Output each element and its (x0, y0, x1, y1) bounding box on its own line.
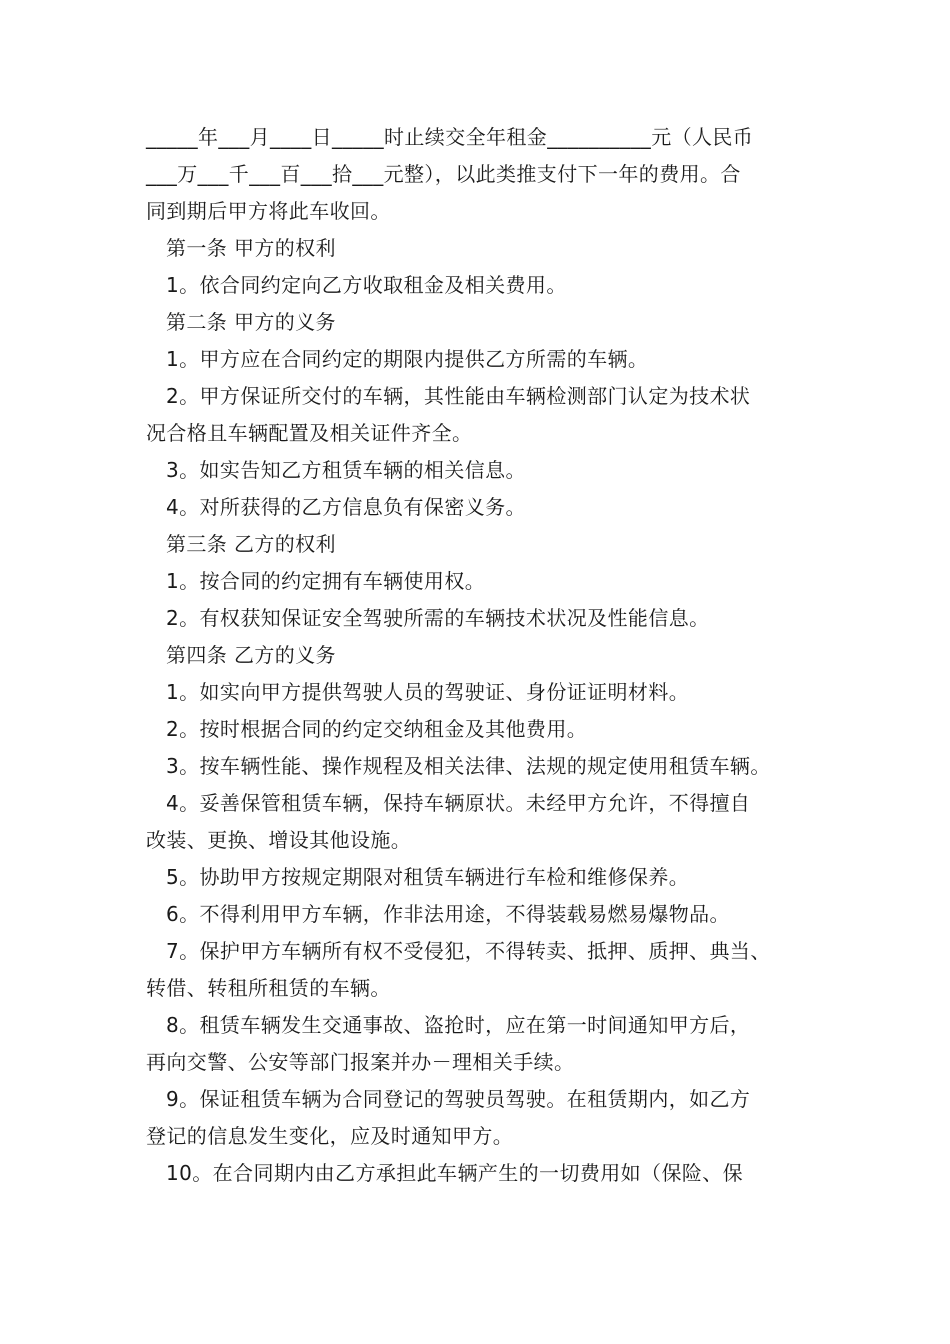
clause-item: 1。如实向甲方提供驾驶人员的驾驶证、身份证证明材料。 (166, 680, 690, 704)
section-heading: 第三条 乙方的权利 (166, 532, 336, 556)
clause-item: 3。如实告知乙方租赁车辆的相关信息。 (166, 458, 526, 482)
clause-item: 2。甲方保证所交付的车辆，其性能由车辆检测部门认定为技术状 (166, 384, 751, 408)
clause-item: 2。有权获知保证安全驾驶所需的车辆技术状况及性能信息。 (166, 606, 710, 630)
clause-item: 7。保护甲方车辆所有权不受侵犯，不得转卖、抵押、质押、典当、 (166, 939, 771, 963)
clause-item: 2。按时根据合同的约定交纳租金及其他费用。 (166, 717, 588, 741)
clause-item: 1。依合同约定向乙方收取租金及相关费用。 (166, 273, 567, 297)
clause-continuation: 改装、更换、增设其他设施。 (146, 828, 412, 852)
section-heading: 第四条 乙方的义务 (166, 643, 336, 667)
clause-item: 1。按合同的约定拥有车辆使用权。 (166, 569, 486, 593)
clause-item: 4。妥善保管租赁车辆，保持车辆原状。未经甲方允许，不得擅自 (166, 791, 751, 815)
clause-item: 9。保证租赁车辆为合同登记的驾驶员驾驶。在租赁期内，如乙方 (166, 1087, 751, 1111)
clause-item: 6。不得利用甲方车辆，作非法用途，不得装载易燃易爆物品。 (166, 902, 730, 926)
clause-item: 10。在合同期内由乙方承担此车辆产生的一切费用如（保险、保 (166, 1161, 744, 1185)
section-heading: 第二条 甲方的义务 (166, 310, 336, 334)
clause-item: 4。对所获得的乙方信息负有保密义务。 (166, 495, 526, 519)
clause-item: 3。按车辆性能、操作规程及相关法律、法规的规定使用租赁车辆。 (166, 754, 771, 778)
clause-item: 5。协助甲方按规定期限对租赁车辆进行车检和维修保养。 (166, 865, 690, 889)
clause-continuation: 登记的信息发生变化，应及时通知甲方。 (146, 1124, 514, 1148)
clause-continuation: 再向交警、公安等部门报案并办－理相关手续。 (146, 1050, 575, 1074)
clause-item: 1。甲方应在合同约定的期限内提供乙方所需的车辆。 (166, 347, 649, 371)
clause-continuation: 转借、转租所租赁的车辆。 (146, 976, 391, 1000)
clause-continuation: 况合格且车辆配置及相关证件齐全。 (146, 421, 473, 445)
text-line: 同到期后甲方将此车收回。 (146, 199, 391, 223)
text-line: _____年___月____日_____时止续交全年租金__________元（人民币 (146, 125, 754, 149)
text-line: ___万___千___百___拾___元整），以此类推支付下一年的费用。合 (146, 162, 741, 186)
section-heading: 第一条 甲方的权利 (166, 236, 336, 260)
clause-item: 8。租赁车辆发生交通事故、盗抢时，应在第一时间通知甲方后， (166, 1013, 751, 1037)
contract-body (146, 119, 826, 1192)
